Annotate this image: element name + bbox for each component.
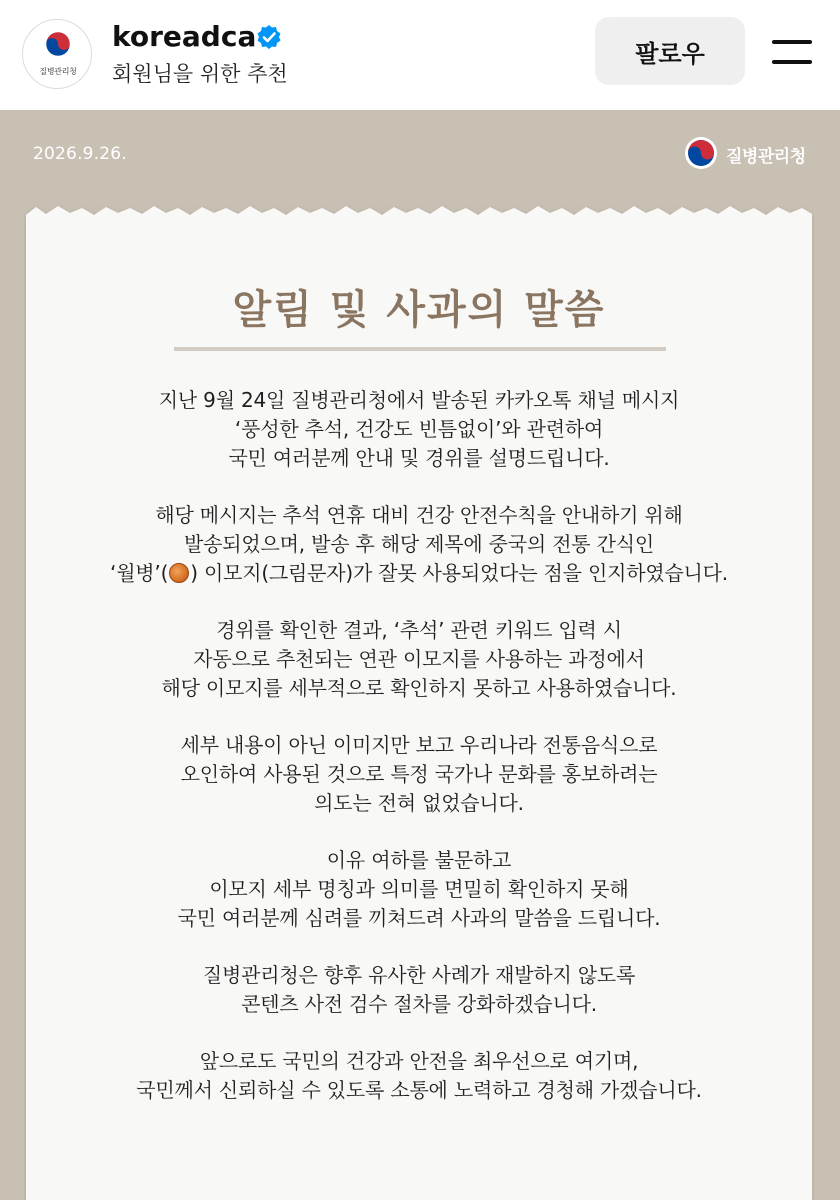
paragraph [44,1047,794,1105]
post-date: 2026.9.26. [33,144,127,164]
mooncake-emoji-icon [169,563,189,583]
text-line: 지난 9월 24일 질병관리청에서 발송된 카카오톡 채널 메시지 [158,388,680,412]
post-image [0,110,840,1200]
paragraph [44,731,794,818]
text-line: 이모지 세부 명칭과 의미를 면밀히 확인하지 못해 [209,877,629,901]
post-header [0,0,840,110]
text-line: 콘텐츠 사전 검수 절차를 강화하겠습니다. [241,992,597,1016]
text-line: 오인하여 사용된 것으로 특정 국가나 문화를 홍보하려는 [180,762,658,786]
text-fragment: ) 이모지(그림문자)가 잘못 사용되었다는 점을 인지하였습니다. [190,561,728,585]
notice-paper [24,203,814,1200]
text-line: 앞으로도 국민의 건강과 안전을 최우선으로 여기며, [199,1049,639,1073]
avatar[interactable] [22,19,92,89]
account-name[interactable]: koreadca [112,20,257,53]
follow-button[interactable]: 팔로우 [595,17,745,85]
paragraph [44,616,794,703]
text-line: 경위를 확인한 결과, ‘추석’ 관련 키워드 입력 시 [216,618,622,642]
text-line: 의도는 전혀 없었습니다. [314,791,524,815]
text-line-with-emoji [44,559,794,588]
avatar-label: 질병관리청 [39,67,77,76]
notice-title: 알림 및 사과의 말씀 [232,287,606,333]
text-line: 국민께서 신뢰하실 수 있도록 소통에 노력하고 경청해 가겠습니다. [136,1078,702,1102]
text-line: 국민 여러분께 심려를 끼쳐드려 사과의 말씀을 드립니다. [177,906,661,930]
notice-body [44,386,794,1133]
text-line: 발송되었으며, 발송 후 해당 제목에 중국의 전통 간식인 [184,532,654,556]
recommendation-subtitle: 회원님을 위한 추천 [112,62,288,86]
paragraph [44,961,794,1019]
text-line: ‘풍성한 추석, 건강도 빈틈없이’와 관련하여 [234,417,604,441]
verified-badge-icon [256,24,282,50]
paragraph [44,386,794,473]
paragraph [44,501,794,588]
text-line: 세부 내용이 아닌 이미지만 보고 우리나라 전통음식으로 [180,733,658,757]
text-line: 이유 여하를 불문하고 [326,848,512,872]
org-logo [684,134,812,174]
taegeuk-emblem-icon [684,136,718,170]
text-line: 해당 이모지를 세부적으로 확인하지 못하고 사용하였습니다. [161,676,677,700]
title-divider [174,347,666,351]
org-name: 질병관리청 [726,147,806,167]
menu-icon[interactable] [768,36,816,68]
taegeuk-emblem-icon [45,31,71,57]
text-line: 해당 메시지는 추석 연휴 대비 건강 안전수칙을 안내하기 위해 [155,503,683,527]
text-line: 자동으로 추천되는 연관 이모지를 사용하는 과정에서 [193,647,645,671]
text-fragment: ‘월병’( [110,561,169,585]
paragraph [44,846,794,933]
text-line: 국민 여러분께 안내 및 경위를 설명드립니다. [228,446,610,470]
text-line: 질병관리청은 향후 유사한 사례가 재발하지 않도록 [202,963,636,987]
